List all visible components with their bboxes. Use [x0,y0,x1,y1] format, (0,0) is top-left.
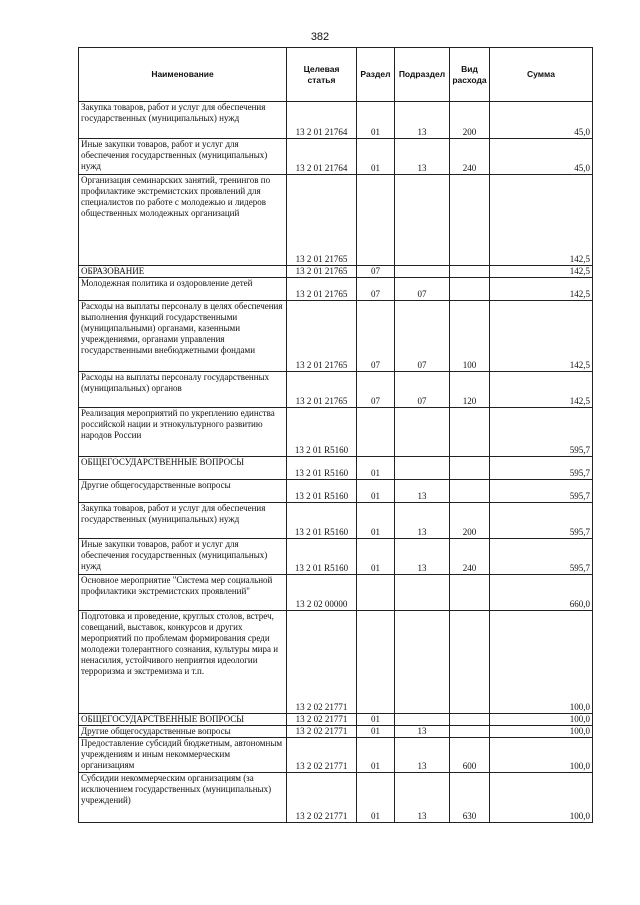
row-section: 07 [357,278,395,301]
row-section: 01 [357,738,395,773]
row-vr [450,266,490,278]
row-name: Иные закупки товаров, работ и услуг для обеспечения государственных (муниципальных) нужд [79,539,287,575]
page-number: 382 [310,31,330,43]
row-code: 13 2 01 21765 [287,301,357,372]
table-row [79,408,593,457]
row-subsection: 13 [395,503,450,539]
row-vr [450,714,490,726]
table-row [79,714,593,726]
row-name: Другие общегосударственные вопросы [79,726,287,738]
row-subsection: 07 [395,278,450,301]
row-sum: 660,0 [490,575,593,611]
table-row [79,480,593,503]
row-section: 01 [357,457,395,480]
row-subsection: 07 [395,372,450,408]
row-code: 13 2 02 21771 [287,726,357,738]
table-row [79,738,593,773]
row-code: 13 2 02 21771 [287,611,357,714]
header-sum: Сумма [490,48,593,102]
row-section: 01 [357,726,395,738]
row-name: Основное мероприятие "Система мер социальной профилактики экстремистских проявлений" [79,575,287,611]
row-name: Расходы на выплаты персоналу в целях обеспечения выполнения функций государственными (муниципальными) органами, казенными учреждениями, органами управления государственными внебюджетными фондами [79,301,287,372]
row-vr [450,480,490,503]
row-section [357,408,395,457]
row-code: 13 2 01 R5160 [287,457,357,480]
row-name: Организация семинарских занятий, тренингов по профилактике экстремистских проявлений для специалистов по работе с молодежью и лидеров общественных молодежных организаций [79,175,287,266]
row-vr: 200 [450,102,490,139]
row-vr: 120 [450,372,490,408]
header-vr: Вид расхода [450,48,490,102]
table-row [79,102,593,139]
row-subsection: 13 [395,139,450,175]
header-code: Целевая статья [287,48,357,102]
row-subsection [395,714,450,726]
budget-table [78,47,593,823]
row-sum: 100,0 [490,714,593,726]
row-section [357,575,395,611]
row-vr: 200 [450,503,490,539]
row-code: 13 2 02 00000 [287,575,357,611]
row-section [357,611,395,714]
row-sum: 45,0 [490,139,593,175]
row-subsection: 13 [395,539,450,575]
row-section: 01 [357,503,395,539]
row-sum: 142,5 [490,372,593,408]
row-vr [450,726,490,738]
table-row [79,503,593,539]
row-code: 13 2 01 21765 [287,266,357,278]
row-vr [450,408,490,457]
row-section [357,175,395,266]
row-code: 13 2 01 R5160 [287,539,357,575]
row-subsection: 13 [395,773,450,823]
table-row [79,139,593,175]
row-section: 01 [357,773,395,823]
row-name: Подготовка и проведение, круглых столов, встреч, совещаний, выставок, конкурсов и других мероприятий по проблемам формирования среди молодежи толерантного сознания, культуры мира и ненасилия, устойчивого неприятия идеологии терроризма и экстремизма и т.п. [79,611,287,714]
row-vr [450,175,490,266]
row-code: 13 2 02 21771 [287,738,357,773]
table-row [79,301,593,372]
table-row [79,457,593,480]
header-subsection: Подраздел [395,48,450,102]
row-subsection [395,575,450,611]
table-row [79,773,593,823]
table-row [79,575,593,611]
row-sum: 142,5 [490,301,593,372]
table-body [79,102,593,823]
header-name: Наименование [79,48,287,102]
row-name: Реализация мероприятий по укреплению единства российской нации и этнокультурного развитию народов России [79,408,287,457]
row-name: Предоставление субсидий бюджетным, автономным учреждениям и иным некоммерческим организациям [79,738,287,773]
row-sum: 595,7 [490,503,593,539]
row-subsection [395,457,450,480]
row-code: 13 2 02 21771 [287,714,357,726]
row-sum: 595,7 [490,539,593,575]
row-subsection: 07 [395,301,450,372]
row-sum: 595,7 [490,457,593,480]
row-code: 13 2 01 R5160 [287,480,357,503]
row-subsection: 13 [395,480,450,503]
row-subsection: 13 [395,102,450,139]
row-sum: 142,5 [490,266,593,278]
row-sum: 100,0 [490,611,593,714]
row-sum: 595,7 [490,408,593,457]
table-row [79,726,593,738]
row-section: 01 [357,480,395,503]
row-vr [450,575,490,611]
row-vr [450,611,490,714]
table-row [79,278,593,301]
row-code: 13 2 01 R5160 [287,503,357,539]
row-name: Закупка товаров, работ и услуг для обеспечения государственных (муниципальных) нужд [79,503,287,539]
row-code: 13 2 01 21765 [287,278,357,301]
row-subsection [395,611,450,714]
table-row [79,611,593,714]
table-row [79,372,593,408]
row-vr: 630 [450,773,490,823]
row-section: 01 [357,539,395,575]
row-sum: 100,0 [490,738,593,773]
row-name: Расходы на выплаты персоналу государственных (муниципальных) органов [79,372,287,408]
row-code: 13 2 01 R5160 [287,408,357,457]
row-name: Субсидии некоммерческим организациям (за исключением государственных (муниципальных) учреждений) [79,773,287,823]
row-section: 01 [357,139,395,175]
row-vr: 240 [450,539,490,575]
row-subsection [395,175,450,266]
row-subsection [395,408,450,457]
row-name: Молодежная политика и оздоровление детей [79,278,287,301]
table-row [79,539,593,575]
row-vr [450,278,490,301]
row-section: 07 [357,266,395,278]
row-code: 13 2 01 21764 [287,102,357,139]
row-code: 13 2 02 21771 [287,773,357,823]
row-name: Другие общегосударственные вопросы [79,480,287,503]
row-vr: 600 [450,738,490,773]
row-vr: 100 [450,301,490,372]
row-vr [450,457,490,480]
table-row [79,175,593,266]
row-sum: 45,0 [490,102,593,139]
row-vr: 240 [450,139,490,175]
row-name: ОБЩЕГОСУДАРСТВЕННЫЕ ВОПРОСЫ [79,714,287,726]
row-subsection [395,266,450,278]
row-code: 13 2 01 21764 [287,139,357,175]
row-section: 01 [357,714,395,726]
row-code: 13 2 01 21765 [287,175,357,266]
row-subsection: 13 [395,738,450,773]
header-section: Раздел [357,48,395,102]
row-sum: 142,5 [490,175,593,266]
row-name: Закупка товаров, работ и услуг для обеспечения государственных (муниципальных) нужд [79,102,287,139]
row-section: 01 [357,102,395,139]
row-code: 13 2 01 21765 [287,372,357,408]
row-section: 07 [357,301,395,372]
table-row [79,266,593,278]
row-sum: 100,0 [490,773,593,823]
row-name: ОБЩЕГОСУДАРСТВЕННЫЕ ВОПРОСЫ [79,457,287,480]
row-section: 07 [357,372,395,408]
row-name: ОБРАЗОВАНИЕ [79,266,287,278]
row-subsection: 13 [395,726,450,738]
row-sum: 142,5 [490,278,593,301]
row-sum: 595,7 [490,480,593,503]
header-row [79,48,593,102]
row-sum: 100,0 [490,726,593,738]
row-name: Иные закупки товаров, работ и услуг для обеспечения государственных (муниципальных) нужд [79,139,287,175]
